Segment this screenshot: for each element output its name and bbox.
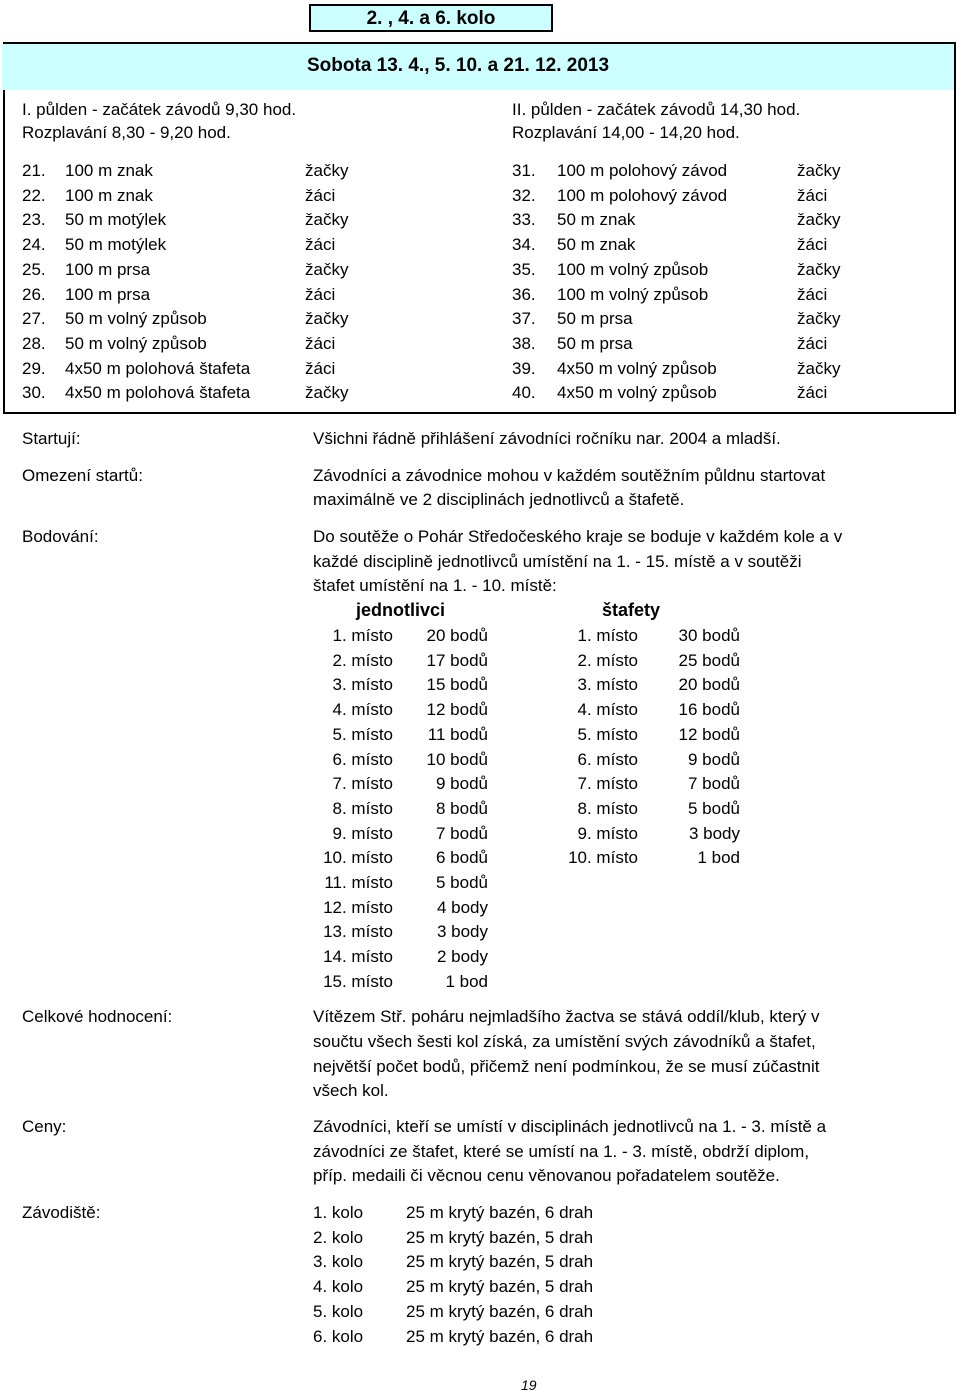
relay-points: 1 bod [697,848,740,868]
event-number: 26. [22,284,46,304]
prizes-label: Ceny: [22,1117,67,1136]
event-number: 33. [512,210,536,230]
event-category: žáci [797,383,828,403]
individual-place: 4. místo [332,700,393,720]
individual-place: 7. místo [332,774,393,794]
individual-points: 8 bodů [436,798,488,818]
individual-points: 11 bodů [427,724,488,744]
overall-text-3: největší počet bodů, přičemž není podmínkou, že se musí zúčastnit [313,1057,820,1076]
venue-description: 25 m krytý bazén, 6 drah [406,1326,594,1346]
event-name: 100 m znak [65,161,153,180]
event-number: 24. [22,235,46,255]
bodovani-text-2: každé disciplině jednotlivců umístění na 1. - 15. místě a v soutěži [313,552,802,571]
event-name: 100 m volný způsob [557,259,709,279]
individual-place: 3. místo [332,675,393,695]
event-number: 35. [512,259,536,279]
relay-points: 3 body [688,823,740,843]
event-number: 36. [512,284,536,304]
competition-date: Sobota 13. 4., 5. 10. a 21. 12. 2013 [307,55,610,76]
venue-round: 4. kolo [313,1277,364,1297]
event-number: 23. [22,210,46,230]
relay-points: 9 bodů [688,749,740,769]
relay-place: 3. místo [577,675,638,695]
event-category: žačky [797,309,841,329]
event-number: 38. [512,333,536,353]
event-category: žáci [305,235,336,255]
event-category: žáci [797,333,828,353]
event-category: žáci [797,235,828,255]
individual-place: 10. místo [323,848,393,868]
relay-points: 20 bodů [678,675,740,695]
individual-points: 12 bodů [426,700,488,720]
individual-points: 20 bodů [426,626,488,645]
event-name: 50 m znak [557,235,636,255]
venue-round: 6. kolo [313,1326,364,1346]
event-name: 50 m volný způsob [65,309,207,329]
event-name: 100 m volný způsob [557,284,709,304]
individual-place: 1. místo [332,626,393,645]
event-number: 32. [512,185,536,205]
individual-points: 6 bodů [436,848,488,868]
first-half-start: I. půlden - začátek závodů 9,30 hod. [22,100,297,119]
second-half-warmup: Rozplavání 14,00 - 14,20 hod. [512,123,740,142]
event-number: 21. [22,161,46,180]
event-name: 50 m volný způsob [65,333,207,353]
event-name: 50 m prsa [557,309,633,329]
omezeni-text-2: maximálně ve 2 disciplinách jednotlivců a štafetě. [313,490,685,509]
individual-points: 10 bodů [426,749,488,769]
individual-place: 8. místo [332,798,393,818]
event-category: žačky [305,161,349,180]
first-half-warmup: Rozplavání 8,30 - 9,20 hod. [22,123,231,142]
relay-place: 7. místo [577,774,638,794]
venue-round: 1. kolo [313,1203,364,1222]
event-category: žačky [797,259,841,279]
round-title: 2. , 4. a 6. kolo [309,4,553,32]
event-category: žačky [797,358,841,378]
event-category: žačky [305,383,349,403]
venue-description: 25 m krytý bazén, 5 drah [406,1277,594,1297]
event-name: 50 m znak [557,210,636,230]
event-category: žáci [797,284,828,304]
relay-place: 2. místo [577,650,638,670]
startuji-text: Všichni řádně přihlášení závodníci ročníku nar. 2004 a mladší. [313,429,781,448]
relay-place: 1. místo [577,626,638,645]
overall-label: Celkové hodnocení: [22,1007,173,1026]
individual-place: 13. místo [323,922,393,942]
venue-description: 25 m krytý bazén, 5 drah [406,1227,594,1247]
venue-description: 25 m krytý bazén, 6 drah [406,1301,594,1321]
event-name: 100 m prsa [65,259,151,279]
venue-round: 5. kolo [313,1301,364,1321]
event-name: 50 m prsa [557,333,633,353]
event-name: 4x50 m polohová štafeta [65,383,251,403]
bodovani-text-3: štafet umístění na 1. - 10. místě: [313,576,557,595]
relay-points: 12 bodů [678,724,740,744]
individual-points: 15 bodů [426,675,488,695]
venue-label: Závodiště: [22,1203,101,1222]
event-number: 40. [512,383,536,403]
relay-place: 6. místo [577,749,638,769]
individual-place: 11. místo [324,873,393,892]
event-category: žačky [305,259,349,279]
prizes-text-1: Závodníci, kteří se umístí v disciplinách jednotlivců na 1. - 3. místě a [313,1117,827,1136]
event-category: žáci [305,284,336,304]
event-number: 39. [512,358,536,378]
event-name: 100 m prsa [65,284,151,304]
event-category: žáci [305,333,336,353]
event-category: žačky [797,210,841,230]
individual-points: 3 body [436,922,488,942]
individual-place: 9. místo [332,823,393,843]
individual-place: 2. místo [332,650,393,670]
relay-points: 16 bodů [678,700,740,720]
venue-round: 2. kolo [313,1227,364,1247]
event-category: žáci [305,358,336,378]
event-name: 100 m polohový závod [557,161,728,180]
relay-points: 30 bodů [678,626,740,645]
event-number: 30. [22,383,46,403]
event-number: 28. [22,333,46,353]
event-category: žačky [305,210,349,230]
event-category: žačky [305,309,349,329]
relay-place: 5. místo [577,724,638,744]
event-name: 50 m motýlek [65,235,167,255]
event-name: 100 m znak [65,185,153,205]
event-number: 27. [22,309,46,329]
relay-place: 9. místo [577,823,638,843]
event-number: 22. [22,185,46,205]
prizes-text-2: závodníci ze štafet, které se umístí na 1. - 3. místě, obdrží diplom, [313,1142,810,1161]
relay-place: 4. místo [577,700,638,720]
venue-description: 25 m krytý bazén, 6 drah [406,1203,594,1222]
page-number: 19 [521,1377,537,1393]
individual-points: 7 bodů [436,823,488,843]
event-name: 50 m motýlek [65,210,167,230]
individual-points: 2 body [436,947,488,967]
bodovani-text-1: Do soutěže o Pohár Středočeského kraje se boduje v každém kole a v [313,527,843,546]
overall-text-2: součtu všech šesti kol získá, za umístění svých závodníků a štafet, [313,1032,816,1051]
relay-points: 5 bodů [688,798,740,818]
overall-text-4: všech kol. [313,1081,389,1100]
individual-place: 6. místo [332,749,393,769]
individual-points: 1 bod [445,971,488,991]
event-name: 4x50 m volný způsob [557,358,717,378]
event-category: žáci [305,185,336,205]
individual-points: 4 body [436,897,488,917]
individual-points: 5 bodů [436,873,488,892]
relay-points: 25 bodů [678,650,740,670]
second-half-start: II. půlden - začátek závodů 14,30 hod. [512,100,801,119]
omezeni-text-1: Závodníci a závodnice mohou v každém soutěžním půldnu startovat [313,466,826,485]
event-name: 4x50 m volný způsob [557,383,717,403]
event-number: 34. [512,235,536,255]
individual-header: jednotlivci [356,600,446,620]
individual-points: 17 bodů [426,650,488,670]
individual-points: 9 bodů [436,774,488,794]
individual-place: 12. místo [323,897,393,917]
overall-text-1: Vítězem Stř. poháru nejmladšího žactva se stává oddíl/klub, který v [313,1007,820,1026]
event-number: 31. [512,161,536,180]
event-name: 4x50 m polohová štafeta [65,358,251,378]
bodovani-label: Bodování: [22,527,99,546]
event-number: 25. [22,259,46,279]
event-category: žačky [797,161,841,180]
individual-place: 14. místo [323,947,393,967]
event-number: 37. [512,309,536,329]
startuji-label: Startují: [22,429,81,448]
relay-place: 8. místo [577,798,638,818]
omezeni-label: Omezení startů: [22,466,143,485]
relay-place: 10. místo [568,848,638,868]
individual-place: 15. místo [323,971,393,991]
relay-header: štafety [602,600,661,620]
venue-round: 3. kolo [313,1252,364,1272]
prizes-text-3: příp. medaili či věcnou cenu věnovanou pořadatelem soutěže. [313,1166,780,1185]
event-name: 100 m polohový závod [557,185,728,205]
event-category: žáci [797,185,828,205]
venue-description: 25 m krytý bazén, 5 drah [406,1252,594,1272]
relay-points: 7 bodů [688,774,740,794]
individual-place: 5. místo [332,724,393,744]
event-number: 29. [22,358,46,378]
